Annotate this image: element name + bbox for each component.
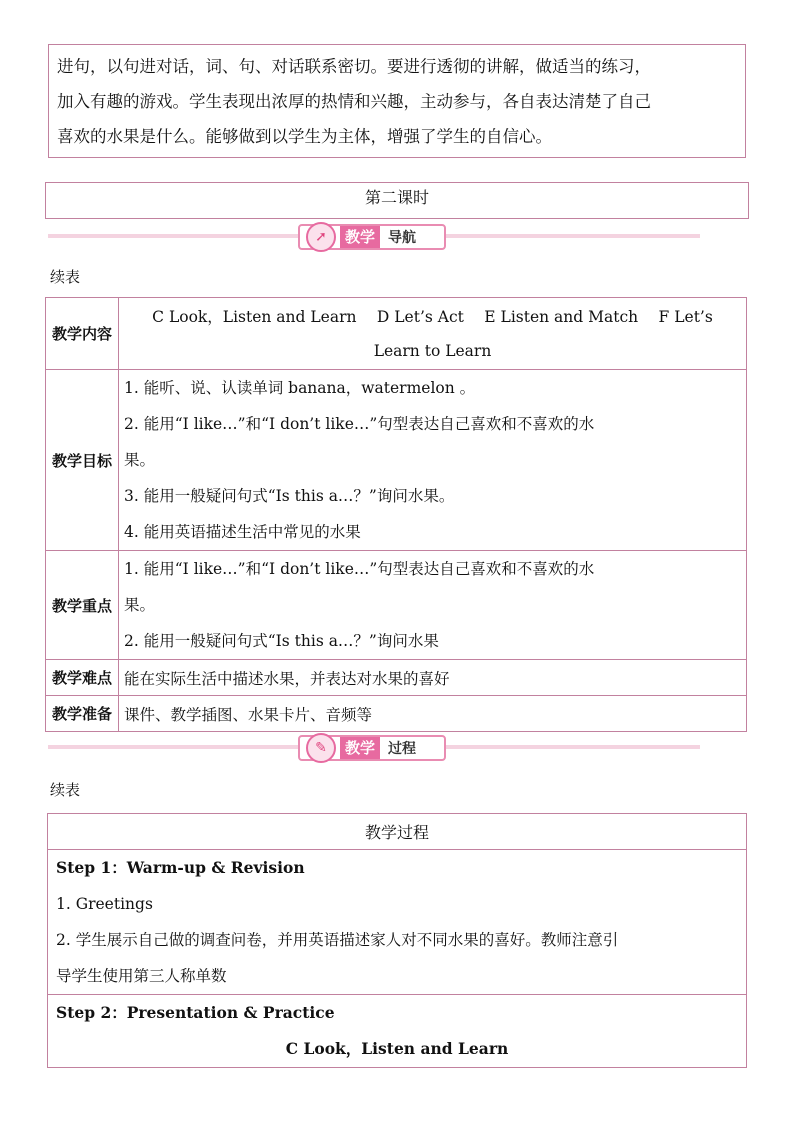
step1-line: 导学生使用第三人称单数 [56,967,227,985]
table-row [48,995,747,1068]
step2-title: Step 2：Presentation & Practice [56,1003,335,1022]
keypoint-line: 果。 [124,596,156,614]
row-header: 教学难点 [46,660,119,696]
table-row [48,850,747,995]
goal-line: 3. 能用一般疑问句式“Is this a…？”询问水果。 [124,487,455,505]
continued-label: 续表 [50,781,81,799]
row-header: 教学目标 [46,370,119,551]
row-header: 教学准备 [46,696,119,732]
step1-cell [48,850,747,995]
banner-tag: 教学 [340,226,380,248]
banner-word: 导航 [388,230,417,246]
step2-cell [48,995,747,1068]
step1-line: 1. Greetings [56,895,153,913]
table-row [46,370,747,551]
teaching-nav-banner [48,224,700,254]
process-table [47,813,747,1068]
banner-tag: 教学 [340,737,380,759]
difficulties-cell: 能在实际生活中描述水果，并表达对水果的喜好 [119,660,747,696]
banner-badge [298,735,446,761]
intro-line: 喜欢的水果是什么。能够做到以学生为主体，增强了学生的自信心。 [57,127,552,146]
content-line: Learn to Learn [373,341,492,360]
preparation-cell: 课件、教学插图、水果卡片、音频等 [119,696,747,732]
process-header: 教学过程 [48,814,747,850]
step1-title: Step 1：Warm-up & Revision [56,858,305,877]
content-line: C Look，Listen and Learn D Let’s Act E Listen and Match F Let’s [152,307,713,326]
row-header: 教学内容 [46,298,119,370]
goal-line: 果。 [124,451,156,469]
table-row [48,814,747,850]
banner-word: 过程 [388,741,417,757]
goal-line: 2. 能用“I like…”和“I don’t like…”句型表达自己喜欢和不喜欢的水 [124,415,595,433]
table-row [46,660,747,696]
content-cell [119,298,747,370]
intro-line: 进句，以句进对话，词、句、对话联系密切。要进行透彻的讲解，做适当的练习， [57,57,651,76]
pencil-icon: ✎ [306,733,336,763]
lesson-title: 第二课时 [45,182,749,219]
intro-paragraph [48,44,746,158]
row-header: 教学重点 [46,551,119,660]
keypoint-line: 1. 能用“I like…”和“I don’t like…”句型表达自己喜欢和不喜欢的水 [124,560,595,578]
goal-line: 4. 能用英语描述生活中常见的水果 [124,523,361,541]
table-row [46,298,747,370]
teaching-process-banner [48,735,700,765]
keypoint-line: 2. 能用一般疑问句式“Is this a…？”询问水果 [124,632,439,650]
keypoints-cell [119,551,747,660]
compass-icon: ➚ [306,222,336,252]
table-row [46,696,747,732]
step1-line: 2. 学生展示自己做的调查问卷，并用英语描述家人对不同水果的喜好。教师注意引 [56,931,619,949]
continued-label: 续表 [50,268,81,286]
banner-badge [298,224,446,250]
table-row [46,551,747,660]
step2-subtitle: C Look，Listen and Learn [285,1039,509,1058]
goals-cell [119,370,747,551]
intro-line: 加入有趣的游戏。学生表现出浓厚的热情和兴趣，主动参与，各自表达清楚了自己 [57,92,651,111]
goal-line: 1. 能听、说、认读单词 banana，watermelon 。 [124,379,476,397]
plan-table [45,297,747,732]
